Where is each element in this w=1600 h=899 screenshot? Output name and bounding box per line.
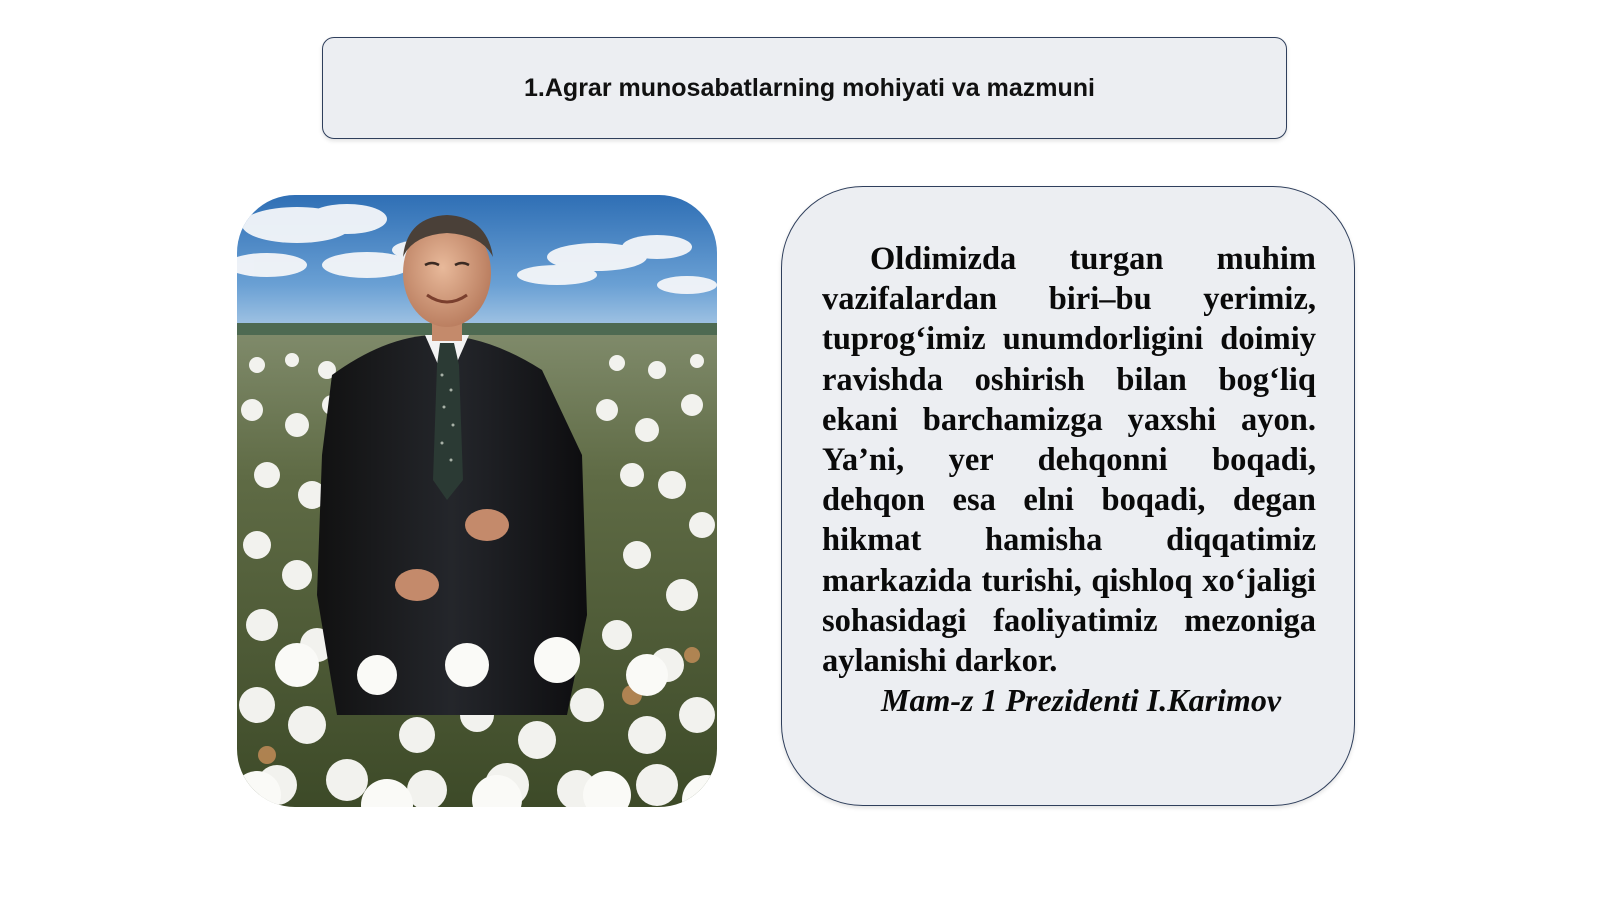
portrait-photo — [237, 195, 717, 807]
portrait-photo-drawing — [237, 195, 717, 807]
title-box — [322, 37, 1287, 139]
quote-box — [781, 186, 1355, 806]
slide-title: 1.Agrar munosabatlarning mohiyati va mazmuni — [524, 73, 1095, 102]
quote-text: Oldimizda turgan muhim vazifalardan biri–bu yerimiz, tuprog‘imiz unumdorligini doimiy ravishda oshirish bilan bog‘liq ekani barchamizga yaxshi ayon. Ya’ni, yer dehqonni boqadi, dehqon esa elni boqadi, degan hikmat hamisha diqqatimiz markazida turishi, qishloq xo‘jaligi sohasidagi faoliyatimiz mezoniga aylanishi darkor. — [822, 241, 1316, 680]
quote-author: Mam-z 1 Prezidenti I.Karimov — [881, 682, 1282, 718]
